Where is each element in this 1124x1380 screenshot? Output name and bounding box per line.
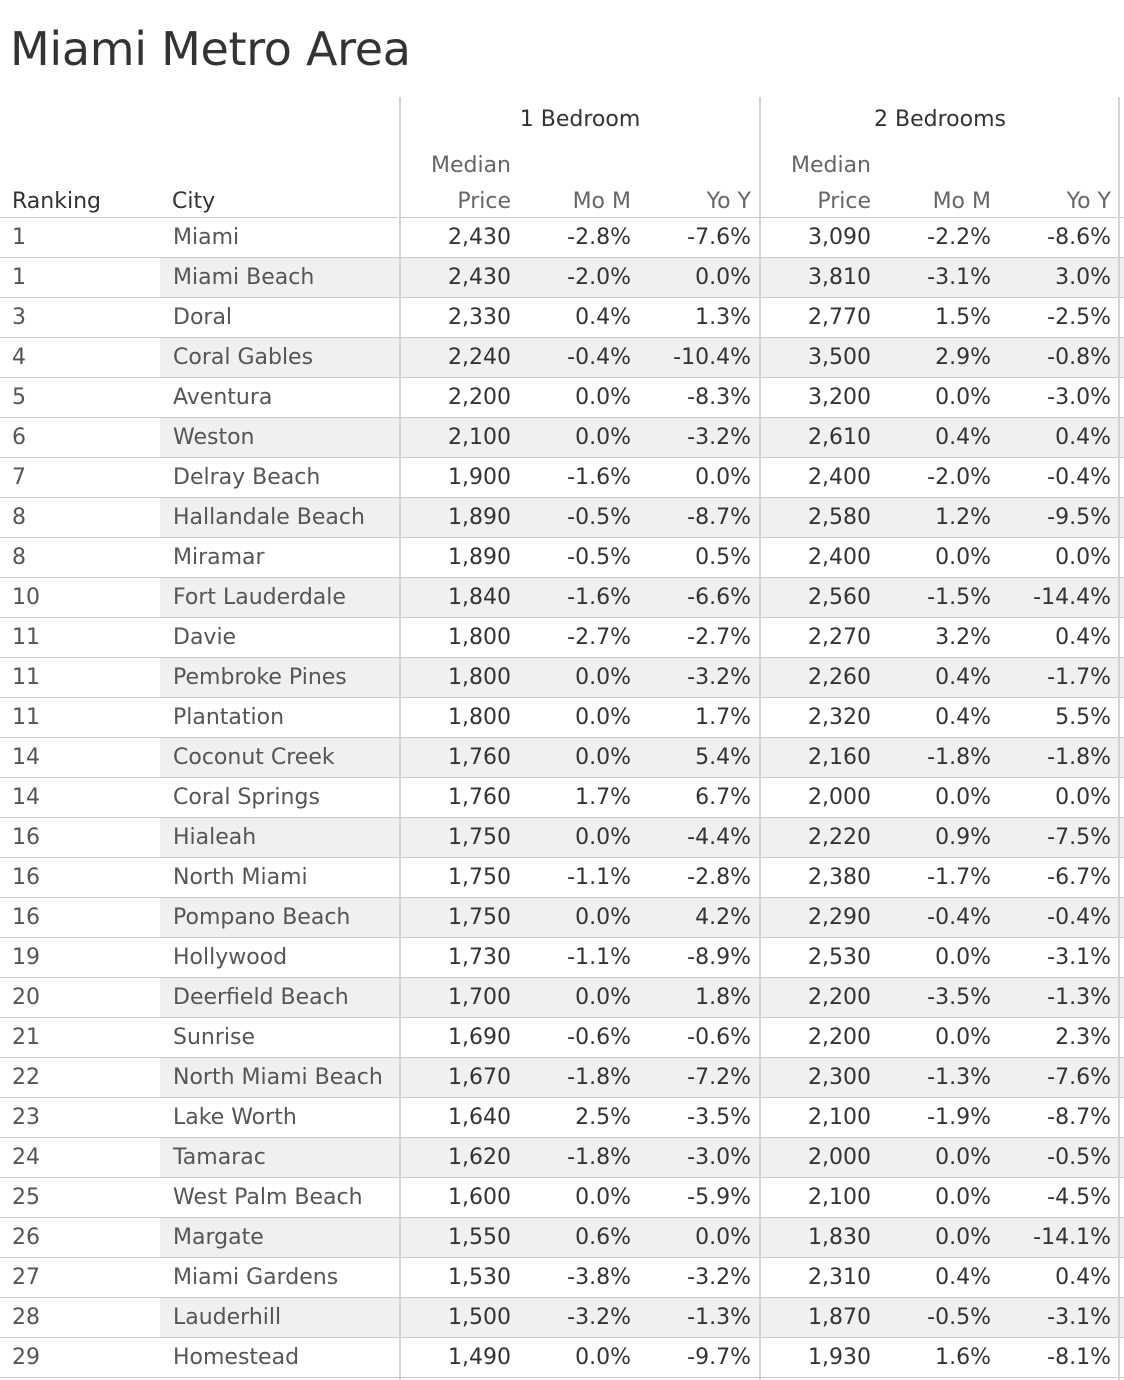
cell-2br-price: 2,100 xyxy=(808,1105,871,1130)
cell-1br-mom: 0.0% xyxy=(575,385,631,410)
cell-ranking: 21 xyxy=(12,1025,40,1050)
cell-1br-mom: 0.0% xyxy=(575,1185,631,1210)
cell-city: Deerfield Beach xyxy=(173,985,349,1010)
cell-1br-yoy: -7.2% xyxy=(687,1065,751,1090)
cell-1br-mom: 0.0% xyxy=(575,425,631,450)
cell-2br-yoy: -1.3% xyxy=(1047,985,1111,1010)
cell-1br-yoy: -7.6% xyxy=(687,225,751,250)
cell-ranking: 16 xyxy=(12,865,40,890)
cell-city: Margate xyxy=(173,1225,264,1250)
cell-ranking: 11 xyxy=(12,665,40,690)
table-row xyxy=(0,1058,1124,1098)
table-row xyxy=(0,978,1124,1018)
cell-city: Lauderhill xyxy=(173,1305,282,1330)
cell-ranking: 19 xyxy=(12,945,40,970)
cell-2br-yoy: -8.1% xyxy=(1047,1345,1111,1370)
cell-city: Hialeah xyxy=(173,825,257,850)
cell-ranking: 1 xyxy=(12,225,26,250)
cell-1br-yoy: 6.7% xyxy=(695,785,751,810)
table-row xyxy=(0,618,1124,658)
cell-2br-price: 3,200 xyxy=(808,385,871,410)
cell-2br-yoy: -4.5% xyxy=(1047,1185,1111,1210)
cell-2br-price: 2,400 xyxy=(808,545,871,570)
cell-2br-price: 2,560 xyxy=(808,585,871,610)
cell-2br-price: 2,380 xyxy=(808,865,871,890)
cell-2br-mom: 0.0% xyxy=(935,1145,991,1170)
cell-2br-price: 1,870 xyxy=(808,1305,871,1330)
cell-1br-mom: 0.0% xyxy=(575,985,631,1010)
cell-1br-yoy: -3.2% xyxy=(687,425,751,450)
cell-2br-yoy: -1.8% xyxy=(1047,745,1111,770)
table-row xyxy=(0,458,1124,498)
cell-city: West Palm Beach xyxy=(173,1185,363,1210)
cell-2br-mom: -1.9% xyxy=(927,1105,991,1130)
cell-2br-mom: -1.8% xyxy=(927,745,991,770)
cell-2br-yoy: -0.4% xyxy=(1047,905,1111,930)
cell-city: Davie xyxy=(173,625,237,650)
header-1br-median-line1: Median xyxy=(430,153,511,178)
cell-1br-price: 1,600 xyxy=(448,1185,511,1210)
cell-ranking: 4 xyxy=(12,345,26,370)
table-row xyxy=(0,1258,1124,1298)
cell-ranking: 5 xyxy=(12,385,26,410)
cell-city: Miami Gardens xyxy=(173,1265,339,1290)
cell-1br-yoy: -3.2% xyxy=(687,1265,751,1290)
cell-2br-price: 2,200 xyxy=(808,985,871,1010)
cell-1br-price: 1,620 xyxy=(448,1145,511,1170)
cell-2br-yoy: -6.7% xyxy=(1047,865,1111,890)
table-row xyxy=(0,938,1124,978)
cell-1br-mom: -1.1% xyxy=(567,945,631,970)
cell-2br-price: 2,290 xyxy=(808,905,871,930)
cell-2br-yoy: -0.4% xyxy=(1047,465,1111,490)
cell-2br-price: 1,830 xyxy=(808,1225,871,1250)
cell-2br-mom: 0.4% xyxy=(935,425,991,450)
cell-2br-mom: 0.4% xyxy=(935,665,991,690)
header-1br-yoy: Yo Y xyxy=(706,189,751,214)
cell-1br-mom: -1.8% xyxy=(567,1065,631,1090)
header-2br-median-line2: Price xyxy=(817,189,871,214)
cell-2br-price: 2,000 xyxy=(808,1145,871,1170)
cell-ranking: 11 xyxy=(12,705,40,730)
cell-1br-yoy: -3.0% xyxy=(687,1145,751,1170)
cell-1br-price: 1,800 xyxy=(448,665,511,690)
cell-2br-mom: -3.5% xyxy=(927,985,991,1010)
cell-1br-yoy: -8.9% xyxy=(687,945,751,970)
table-row xyxy=(0,658,1124,698)
cell-1br-yoy: -8.3% xyxy=(687,385,751,410)
cell-2br-mom: 1.6% xyxy=(935,1345,991,1370)
cell-city: Coconut Creek xyxy=(173,745,335,770)
cell-2br-yoy: -7.6% xyxy=(1047,1065,1111,1090)
row-divider xyxy=(0,1377,1124,1378)
table-row xyxy=(0,1218,1124,1258)
cell-city: North Miami xyxy=(173,865,308,890)
cell-2br-price: 2,260 xyxy=(808,665,871,690)
cell-2br-price: 2,100 xyxy=(808,1185,871,1210)
cell-1br-price: 1,670 xyxy=(448,1065,511,1090)
cell-city: Coral Springs xyxy=(173,785,320,810)
cell-1br-yoy: 1.8% xyxy=(695,985,751,1010)
cell-ranking: 28 xyxy=(12,1305,40,1330)
cell-1br-yoy: 0.0% xyxy=(695,265,751,290)
cell-city: Miami xyxy=(173,225,240,250)
cell-1br-yoy: -4.4% xyxy=(687,825,751,850)
cell-1br-mom: -0.6% xyxy=(567,1025,631,1050)
cell-city: North Miami Beach xyxy=(173,1065,383,1090)
cell-1br-price: 1,690 xyxy=(448,1025,511,1050)
cell-2br-mom: 0.4% xyxy=(935,1265,991,1290)
cell-1br-price: 1,730 xyxy=(448,945,511,970)
cell-2br-mom: -1.3% xyxy=(927,1065,991,1090)
cell-2br-price: 2,530 xyxy=(808,945,871,970)
cell-city: Pembroke Pines xyxy=(173,665,347,690)
cell-2br-mom: 0.0% xyxy=(935,785,991,810)
cell-2br-yoy: 0.0% xyxy=(1055,545,1111,570)
cell-2br-mom: 3.2% xyxy=(935,625,991,650)
table-row xyxy=(0,778,1124,818)
cell-ranking: 8 xyxy=(12,545,26,570)
table-row xyxy=(0,298,1124,338)
table-row xyxy=(0,858,1124,898)
cell-2br-yoy: -2.5% xyxy=(1047,305,1111,330)
cell-2br-yoy: -14.4% xyxy=(1033,585,1111,610)
cell-1br-yoy: 5.4% xyxy=(695,745,751,770)
cell-1br-mom: -1.6% xyxy=(567,585,631,610)
cell-2br-yoy: -1.7% xyxy=(1047,665,1111,690)
cell-1br-mom: -0.5% xyxy=(567,545,631,570)
cell-1br-price: 1,490 xyxy=(448,1345,511,1370)
cell-1br-price: 1,890 xyxy=(448,505,511,530)
cell-2br-yoy: -3.1% xyxy=(1047,1305,1111,1330)
cell-ranking: 14 xyxy=(12,785,40,810)
cell-1br-mom: -0.5% xyxy=(567,505,631,530)
cell-2br-price: 2,310 xyxy=(808,1265,871,1290)
cell-city: Hallandale Beach xyxy=(173,505,365,530)
cell-1br-price: 2,330 xyxy=(448,305,511,330)
cell-2br-price: 3,500 xyxy=(808,345,871,370)
cell-1br-yoy: -8.7% xyxy=(687,505,751,530)
table-row xyxy=(0,1018,1124,1058)
cell-2br-price: 3,090 xyxy=(808,225,871,250)
cell-ranking: 26 xyxy=(12,1225,40,1250)
header-1br-mom: Mo M xyxy=(572,189,631,214)
table-row xyxy=(0,338,1124,378)
cell-2br-mom: 0.4% xyxy=(935,705,991,730)
cell-1br-price: 1,760 xyxy=(448,785,511,810)
cell-2br-mom: 1.5% xyxy=(935,305,991,330)
cell-1br-mom: 0.0% xyxy=(575,705,631,730)
cell-1br-price: 2,240 xyxy=(448,345,511,370)
cell-1br-yoy: -0.6% xyxy=(687,1025,751,1050)
cell-1br-yoy: 0.0% xyxy=(695,1225,751,1250)
header-city: City xyxy=(172,189,216,214)
table-row xyxy=(0,378,1124,418)
cell-ranking: 25 xyxy=(12,1185,40,1210)
cell-2br-price: 2,200 xyxy=(808,1025,871,1050)
cell-1br-mom: -0.4% xyxy=(567,345,631,370)
cell-2br-price: 2,610 xyxy=(808,425,871,450)
cell-1br-mom: 0.0% xyxy=(575,665,631,690)
table-row xyxy=(0,1138,1124,1178)
cell-1br-mom: 0.0% xyxy=(575,745,631,770)
table-row xyxy=(0,258,1124,298)
cell-2br-price: 2,770 xyxy=(808,305,871,330)
cell-2br-mom: -1.5% xyxy=(927,585,991,610)
cell-2br-yoy: -7.5% xyxy=(1047,825,1111,850)
cell-ranking: 16 xyxy=(12,825,40,850)
cell-2br-price: 2,270 xyxy=(808,625,871,650)
cell-ranking: 14 xyxy=(12,745,40,770)
cell-ranking: 29 xyxy=(12,1345,40,1370)
cell-city: Miramar xyxy=(173,545,265,570)
cell-1br-price: 1,800 xyxy=(448,625,511,650)
cell-1br-mom: 0.4% xyxy=(575,305,631,330)
cell-ranking: 16 xyxy=(12,905,40,930)
table-row xyxy=(0,738,1124,778)
cell-2br-price: 2,580 xyxy=(808,505,871,530)
cell-1br-yoy: -2.7% xyxy=(687,625,751,650)
cell-city: Plantation xyxy=(173,705,285,730)
cell-1br-mom: -1.1% xyxy=(567,865,631,890)
cell-1br-mom: 0.0% xyxy=(575,1345,631,1370)
header-2br-mom: Mo M xyxy=(932,189,991,214)
cell-ranking: 10 xyxy=(12,585,40,610)
cell-ranking: 8 xyxy=(12,505,26,530)
cell-city: Homestead xyxy=(173,1345,300,1370)
cell-1br-price: 1,530 xyxy=(448,1265,511,1290)
header-2br-yoy: Yo Y xyxy=(1066,189,1111,214)
cell-city: Hollywood xyxy=(173,945,288,970)
cell-1br-mom: -2.0% xyxy=(567,265,631,290)
cell-1br-yoy: -1.3% xyxy=(687,1305,751,1330)
cell-1br-price: 1,550 xyxy=(448,1225,511,1250)
header-ranking: Ranking xyxy=(12,189,101,214)
table-row xyxy=(0,418,1124,458)
cell-2br-yoy: 3.0% xyxy=(1055,265,1111,290)
table-row xyxy=(0,498,1124,538)
divider-right-edge xyxy=(1118,97,1120,1380)
divider-1-bedroom xyxy=(399,97,401,1380)
table-row xyxy=(0,818,1124,858)
cell-1br-price: 1,890 xyxy=(448,545,511,570)
cell-1br-yoy: 1.7% xyxy=(695,705,751,730)
cell-1br-mom: 0.0% xyxy=(575,825,631,850)
cell-2br-mom: -1.7% xyxy=(927,865,991,890)
table-row xyxy=(0,578,1124,618)
cell-2br-mom: 0.0% xyxy=(935,1225,991,1250)
cell-2br-yoy: -3.1% xyxy=(1047,945,1111,970)
cell-2br-mom: 0.0% xyxy=(935,1185,991,1210)
cell-2br-mom: 0.0% xyxy=(935,385,991,410)
cell-1br-mom: 2.5% xyxy=(575,1105,631,1130)
table-row xyxy=(0,698,1124,738)
cell-2br-yoy: -8.7% xyxy=(1047,1105,1111,1130)
cell-2br-mom: -2.0% xyxy=(927,465,991,490)
cell-1br-yoy: 4.2% xyxy=(695,905,751,930)
cell-2br-price: 2,160 xyxy=(808,745,871,770)
cell-2br-price: 2,320 xyxy=(808,705,871,730)
table-row xyxy=(0,1098,1124,1138)
cell-1br-yoy: 0.5% xyxy=(695,545,751,570)
cell-2br-price: 2,400 xyxy=(808,465,871,490)
cell-2br-mom: 1.2% xyxy=(935,505,991,530)
page-title: Miami Metro Area xyxy=(10,22,411,76)
cell-1br-mom: 0.6% xyxy=(575,1225,631,1250)
cell-2br-mom: 2.9% xyxy=(935,345,991,370)
cell-ranking: 23 xyxy=(12,1105,40,1130)
cell-1br-mom: -2.8% xyxy=(567,225,631,250)
cell-1br-price: 1,760 xyxy=(448,745,511,770)
cell-city: Miami Beach xyxy=(173,265,315,290)
cell-2br-price: 1,930 xyxy=(808,1345,871,1370)
cell-1br-mom: -1.8% xyxy=(567,1145,631,1170)
cell-2br-mom: 0.9% xyxy=(935,825,991,850)
cell-city: Pompano Beach xyxy=(173,905,351,930)
table-row xyxy=(0,1298,1124,1338)
cell-1br-price: 1,640 xyxy=(448,1105,511,1130)
cell-2br-mom: -0.4% xyxy=(927,905,991,930)
cell-city: Coral Gables xyxy=(173,345,314,370)
cell-2br-mom: -0.5% xyxy=(927,1305,991,1330)
cell-ranking: 20 xyxy=(12,985,40,1010)
cell-2br-yoy: -3.0% xyxy=(1047,385,1111,410)
cell-2br-yoy: -0.8% xyxy=(1047,345,1111,370)
cell-2br-yoy: -14.1% xyxy=(1033,1225,1111,1250)
cell-city: Fort Lauderdale xyxy=(173,585,346,610)
cell-1br-price: 2,430 xyxy=(448,225,511,250)
group-header-1-bedroom: 1 Bedroom xyxy=(519,107,641,132)
cell-2br-price: 2,000 xyxy=(808,785,871,810)
cell-2br-yoy: 0.0% xyxy=(1055,785,1111,810)
cell-ranking: 7 xyxy=(12,465,26,490)
cell-ranking: 1 xyxy=(12,265,26,290)
divider-2-bedrooms xyxy=(759,97,761,1380)
header-1br-median-line2: Price xyxy=(457,189,511,214)
cell-1br-yoy: -2.8% xyxy=(687,865,751,890)
cell-1br-price: 2,200 xyxy=(448,385,511,410)
cell-1br-price: 1,800 xyxy=(448,705,511,730)
cell-1br-yoy: -5.9% xyxy=(687,1185,751,1210)
table-row xyxy=(0,1338,1124,1378)
cell-1br-price: 1,700 xyxy=(448,985,511,1010)
cell-1br-yoy: -6.6% xyxy=(687,585,751,610)
table-row xyxy=(0,538,1124,578)
cell-1br-mom: 0.0% xyxy=(575,905,631,930)
cell-2br-mom: 0.0% xyxy=(935,945,991,970)
cell-ranking: 3 xyxy=(12,305,26,330)
cell-city: Delray Beach xyxy=(173,465,321,490)
cell-2br-yoy: 0.4% xyxy=(1055,1265,1111,1290)
table-row xyxy=(0,898,1124,938)
cell-2br-yoy: -8.6% xyxy=(1047,225,1111,250)
cell-city: Doral xyxy=(173,305,233,330)
cell-ranking: 22 xyxy=(12,1065,40,1090)
table-row xyxy=(0,1178,1124,1218)
cell-1br-yoy: -3.5% xyxy=(687,1105,751,1130)
cell-2br-price: 3,810 xyxy=(808,265,871,290)
cell-1br-price: 1,750 xyxy=(448,825,511,850)
cell-2br-yoy: -0.5% xyxy=(1047,1145,1111,1170)
cell-city: Aventura xyxy=(173,385,273,410)
cell-city: Sunrise xyxy=(173,1025,256,1050)
cell-1br-price: 1,900 xyxy=(448,465,511,490)
table-row xyxy=(0,218,1124,258)
cell-1br-yoy: 0.0% xyxy=(695,465,751,490)
cell-ranking: 24 xyxy=(12,1145,40,1170)
cell-city: Tamarac xyxy=(173,1145,266,1170)
cell-1br-price: 1,750 xyxy=(448,905,511,930)
cell-2br-yoy: 2.3% xyxy=(1055,1025,1111,1050)
cell-1br-price: 2,430 xyxy=(448,265,511,290)
group-header-2-bedrooms: 2 Bedrooms xyxy=(874,107,1006,132)
cell-city: Lake Worth xyxy=(173,1105,297,1130)
cell-ranking: 6 xyxy=(12,425,26,450)
cell-1br-yoy: -9.7% xyxy=(687,1345,751,1370)
cell-2br-price: 2,300 xyxy=(808,1065,871,1090)
cell-2br-mom: -3.1% xyxy=(927,265,991,290)
cell-1br-mom: -3.8% xyxy=(567,1265,631,1290)
cell-2br-mom: -2.2% xyxy=(927,225,991,250)
cell-1br-price: 2,100 xyxy=(448,425,511,450)
cell-1br-yoy: 1.3% xyxy=(695,305,751,330)
cell-1br-yoy: -10.4% xyxy=(673,345,751,370)
cell-2br-price: 2,220 xyxy=(808,825,871,850)
cell-1br-price: 1,840 xyxy=(448,585,511,610)
cell-ranking: 11 xyxy=(12,625,40,650)
cell-1br-price: 1,500 xyxy=(448,1305,511,1330)
cell-2br-yoy: 0.4% xyxy=(1055,425,1111,450)
header-2br-median-line1: Median xyxy=(790,153,871,178)
cell-2br-yoy: 0.4% xyxy=(1055,625,1111,650)
cell-1br-price: 1,750 xyxy=(448,865,511,890)
cell-1br-mom: -2.7% xyxy=(567,625,631,650)
cell-1br-mom: -1.6% xyxy=(567,465,631,490)
cell-2br-mom: 0.0% xyxy=(935,545,991,570)
cell-1br-mom: -3.2% xyxy=(567,1305,631,1330)
cell-1br-yoy: -3.2% xyxy=(687,665,751,690)
cell-2br-yoy: -9.5% xyxy=(1047,505,1111,530)
cell-2br-mom: 0.0% xyxy=(935,1025,991,1050)
cell-1br-mom: 1.7% xyxy=(575,785,631,810)
cell-city: Weston xyxy=(173,425,255,450)
cell-ranking: 27 xyxy=(12,1265,40,1290)
cell-2br-yoy: 5.5% xyxy=(1055,705,1111,730)
